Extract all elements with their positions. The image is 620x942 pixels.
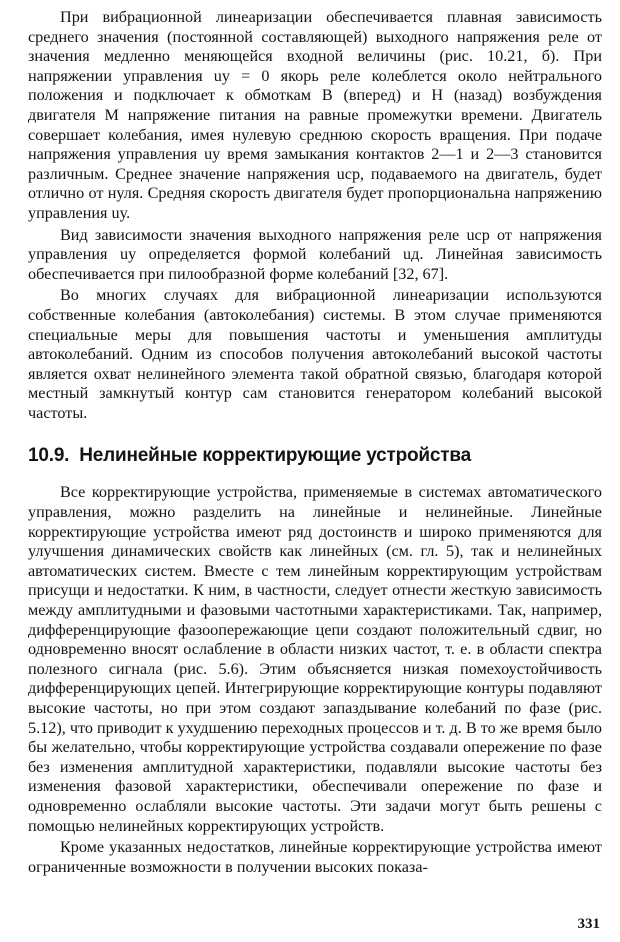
paragraph-output-voltage-dependence: Вид зависимости значения выходного напряжения реле uср от напряжения управления uу определяется формой колебаний uд. Линейная зависимость обеспечивается при пилообразной форме колебаний [32, 67]. [28,225,602,283]
paragraph-correcting-devices: Все корректирующие устройства, применяемые в системах автоматического управления, можно разделить на линейные и нелинейные. Линейные корректирующие устройства имеют ряд достоинств и широко применяются для улучшения динамических свойств как линейных (см. гл. 5), так и нелинейных автоматических систем. Вместе с тем линейным корректирующим устройствам присущи и недостатки. К ним, в частности, следует отнести жесткую зависимость между амплитудными и фазовыми частотными характеристиками. Так, например, дифференцирующие фазоопережающие цепи создают положительный сдвиг, но одновременно вносят ослабление в области низких частот, т. е. в области спектра полезного сигнала (рис. 5.6). Этим объясняется низкая помехоустойчивость дифференцирующих цепей. Интегрирующие корректирующие контуры подавляют высокие частоты, но при этом создают запаздывание колебаний по фазе (рис. 5.12), что приводит к ухудшению переходных процессов и т. д. В то же время было бы желательно, чтобы корректирующие устройства создавали опережение по фазе без изменения амплитудной характеристики, подавляли высокие частоты без изменения фазовой характеристики, обеспечивали опережение по фазе и одновременно ослабляли высокие частоты. Эти задачи могут быть решены с помощью нелинейных корректирующих устройств. [28,483,602,835]
paragraph-limitations: Кроме указанных недостатков, линейные корректирующие устройства имеют ограниченные возможности в получении высоких показа- [28,838,602,876]
paragraph-self-oscillations: Во многих случаях для вибрационной линеаризации используются собственные колебания (автоколебания) системы. В этом случае применяются специальные меры для повышения частоты и уменьшения амплитуды автоколебаний. Одним из способов получения автоколебаний высокой частоты является охват нелинейного элемента такой обратной связью, благодаря которой местный замкнутый контур сам становится генератором колебаний высокой частоты. [28,286,602,422]
section-title: Нелинейные корректирующие устройства [79,445,471,467]
page-number: 331 [577,916,600,932]
book-page [28,8,602,877]
section-number: 10.9. [28,445,70,467]
section-heading [28,445,602,467]
paragraph-vibration-linearization: При вибрационной линеаризации обеспечивается плавная зависимость среднего значения (постоянной составляющей) выходного напряжения реле от значения медленно меняющейся входной величины (рис. 10.21, б). При напряжении управления uу = 0 якорь реле колеблется около нейтрального положения и подключает к обмоткам B (вперед) и H (назад) возбуждения двигателя M напряжение питания на равные промежутки времени. Двигатель совершает колебания, имея нулевую среднюю скорость вращения. При подаче напряжения управления uу время замыкания контактов 2—1 и 2—3 становится различным. Среднее значение напряжения uср, подаваемого на двигатель, будет отлично от нуля. Средняя скорость двигателя будет пропорциональна напряжению управления uу. [28,8,602,222]
